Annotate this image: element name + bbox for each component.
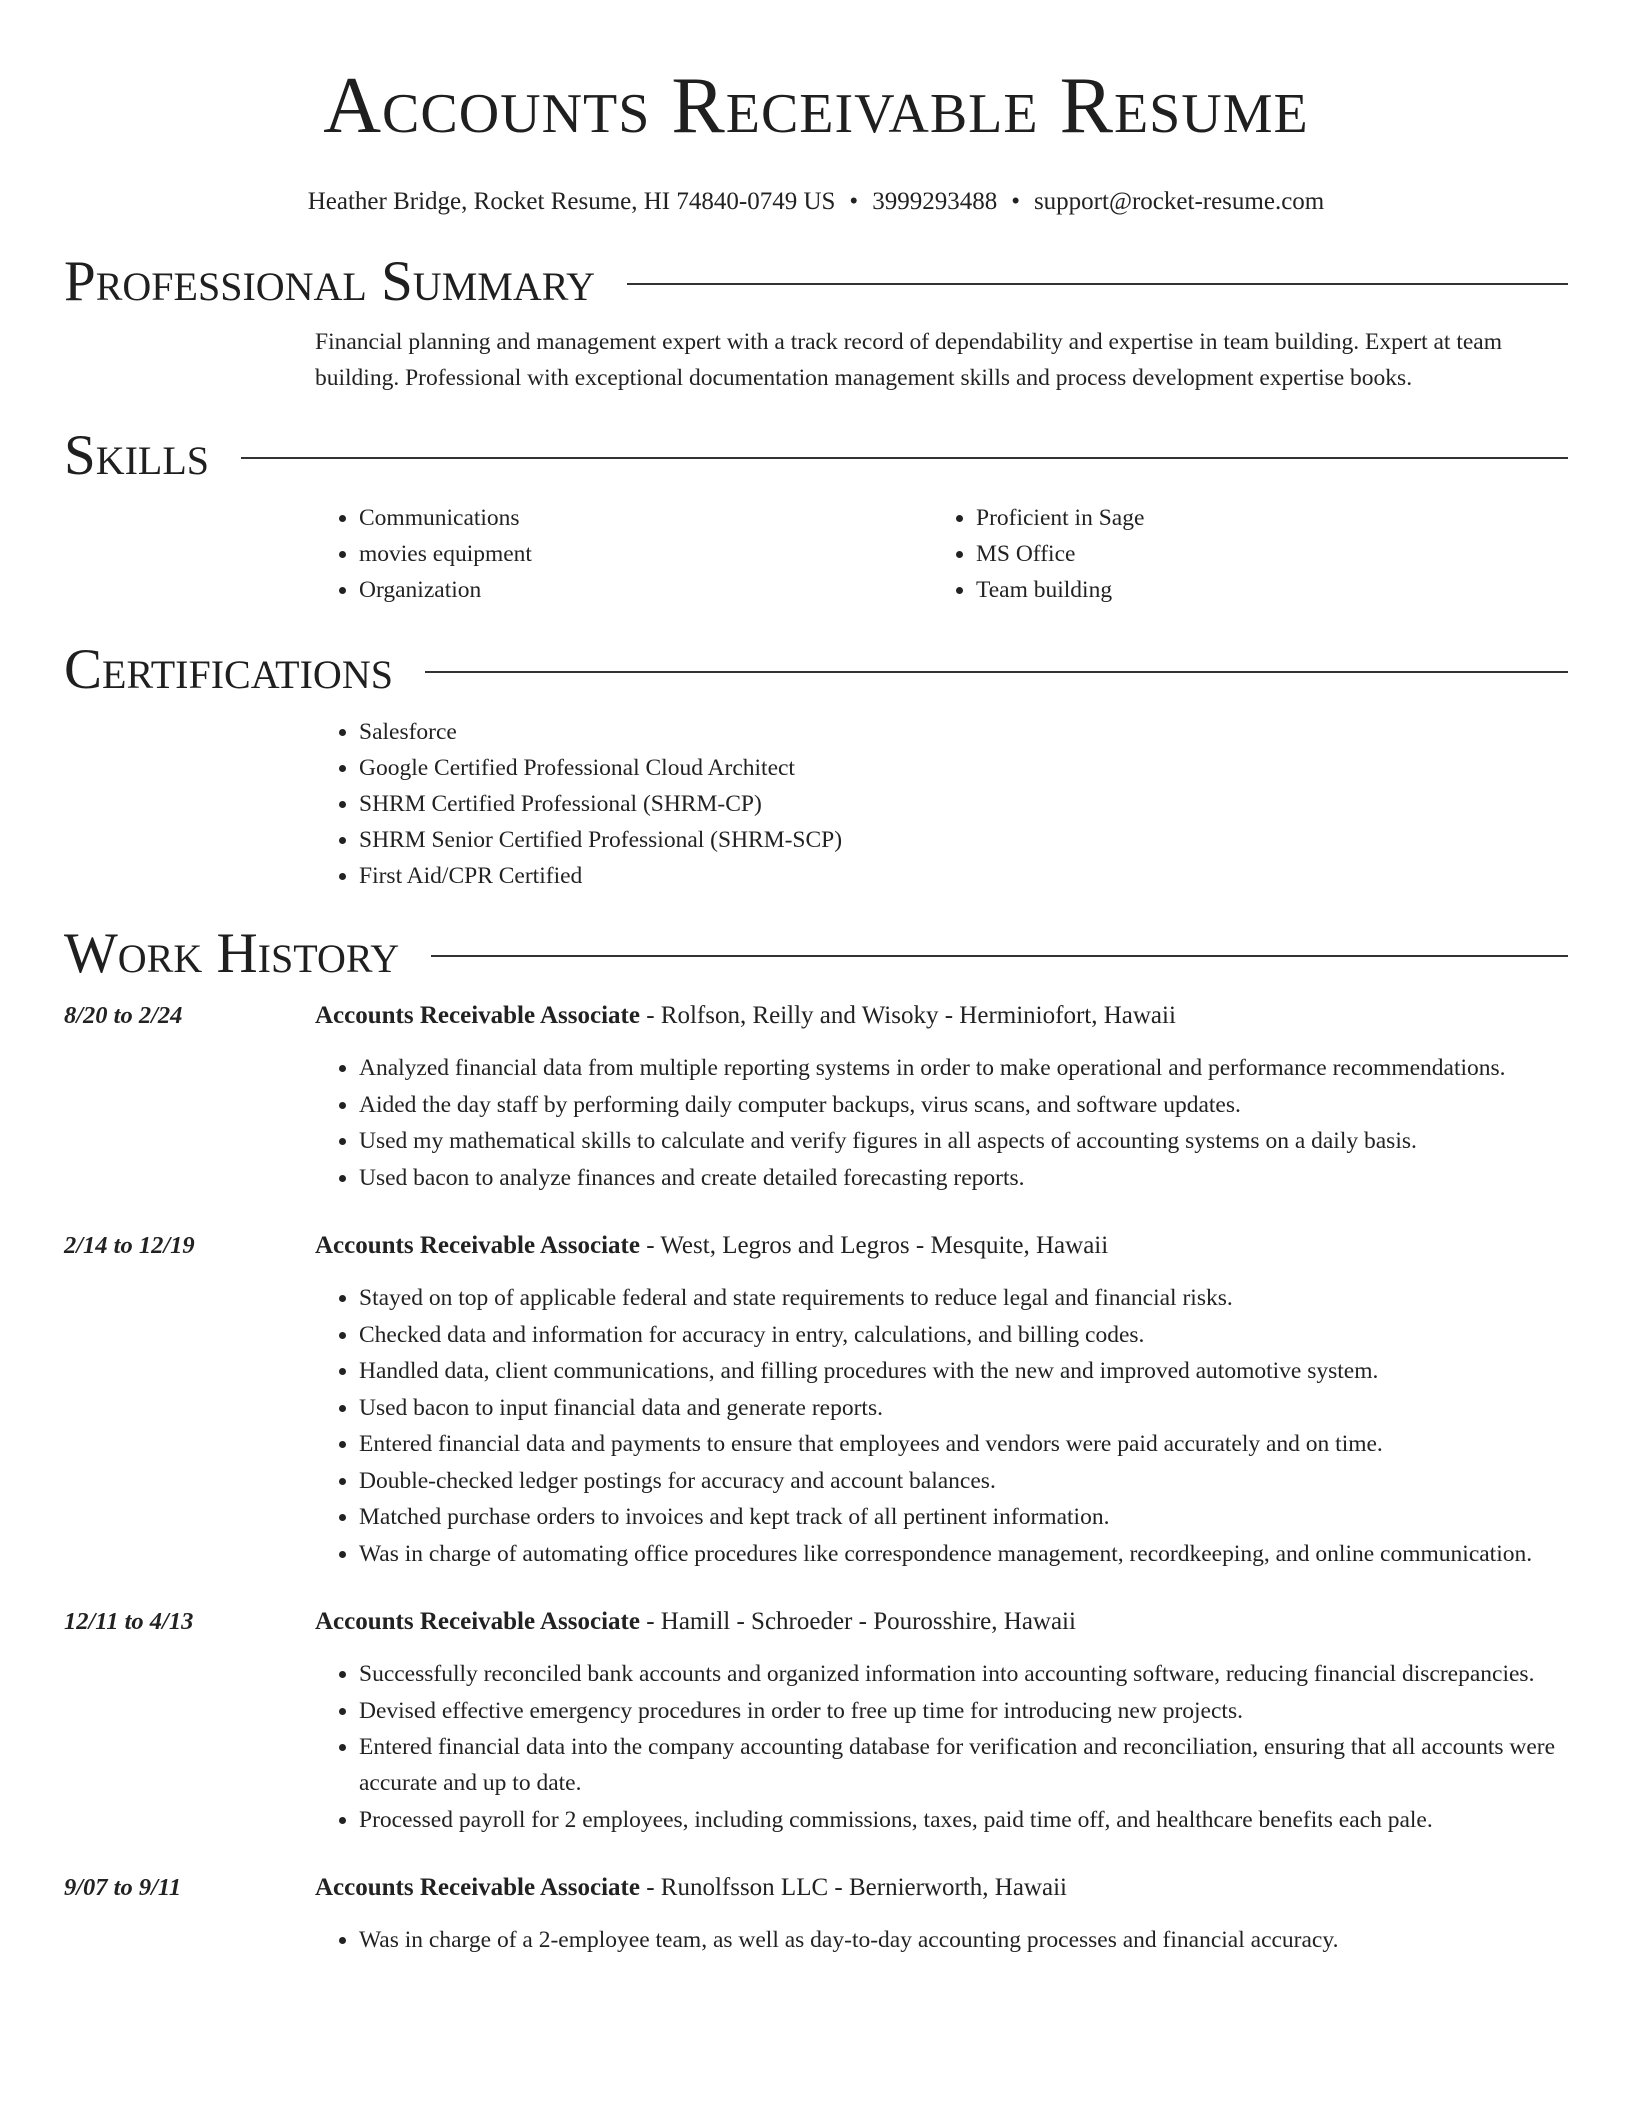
skills-column-left [315, 500, 932, 608]
skills-grid [315, 500, 1568, 608]
job-dates: 12/11 to 4/13 [64, 1608, 194, 1635]
section-divider [431, 955, 1568, 957]
job-role: Accounts Receivable Associate [315, 1232, 640, 1259]
job-headline [315, 1870, 1338, 1906]
job-bullet: • Matched purchase orders to invoices and kept track of all pertinent information. [359, 1499, 1532, 1535]
summary-heading-row [64, 250, 1568, 314]
job-role: Accounts Receivable Associate [315, 1002, 640, 1029]
certifications-heading-row [64, 638, 1568, 702]
skills-column-right [932, 500, 1549, 608]
skill-item: • Team building [976, 572, 1549, 608]
job-bullet: • Entered financial data into the company accounting database for verification and reconciliation, ensuring that all accounts were accurate and up to date. [359, 1729, 1568, 1801]
work-heading: Work History [64, 922, 400, 985]
job-dates: 9/07 to 9/11 [64, 1874, 182, 1901]
work-history-section [64, 922, 1568, 1959]
job-bullet: • Analyzed financial data from multiple reporting systems in order to make operational and performance recommendations. [359, 1050, 1506, 1086]
job-bullet: • Used bacon to analyze finances and create detailed forecasting reports. [359, 1160, 1506, 1196]
job-details: - Hamill - Schroeder - Pourosshire, Hawaii [639, 1608, 1076, 1635]
certifications-list [315, 714, 1568, 894]
job-entry [64, 998, 1568, 1196]
section-divider [627, 283, 1568, 285]
certification-item: • SHRM Certified Professional (SHRM-CP) [359, 786, 1568, 822]
job-role: Accounts Receivable Associate [315, 1608, 640, 1635]
certification-item: • First Aid/CPR Certified [359, 858, 1568, 894]
summary-heading: Professional Summary [64, 250, 596, 313]
resume-page [64, 0, 1568, 1959]
skills-section [64, 424, 1568, 608]
job-bullet: • Processed payroll for 2 employees, including commissions, taxes, paid time off, and healthcare benefits each pale. [359, 1802, 1568, 1838]
certification-item: • SHRM Senior Certified Professional (SHRM-SCP) [359, 822, 1568, 858]
contact-email: support@rocket-resume.com [1033, 188, 1325, 215]
job-bullets [315, 1280, 1532, 1572]
skill-item: • Proficient in Sage [976, 500, 1549, 536]
certifications-section [64, 638, 1568, 894]
work-heading-row [64, 922, 1568, 986]
job-headline [315, 998, 1506, 1034]
job-bullet: • Used bacon to input financial data and generate reports. [359, 1390, 1532, 1426]
skill-item: • Communications [359, 500, 932, 536]
job-bullets [315, 1050, 1506, 1196]
contact-separator: • [1011, 188, 1020, 215]
job-bullet: • Aided the day staff by performing daily computer backups, virus scans, and software updates. [359, 1087, 1506, 1123]
resume-title: Accounts Receivable Resume [323, 62, 1309, 150]
job-bullet: • Devised effective emergency procedures in order to free up time for introducing new projects. [359, 1693, 1568, 1729]
job-bullet: • Stayed on top of applicable federal and state requirements to reduce legal and financial risks. [359, 1280, 1532, 1316]
job-bullet: • Handled data, client communications, and filling procedures with the new and improved automotive system. [359, 1353, 1532, 1389]
job-dates: 2/14 to 12/19 [64, 1232, 195, 1259]
job-bullet: • Used my mathematical skills to calculate and verify figures in all aspects of accounting systems on a daily basis. [359, 1123, 1506, 1159]
job-bullet: • Was in charge of a 2-employee team, as well as day-to-day accounting processes and financial accuracy. [359, 1922, 1338, 1958]
section-divider [241, 457, 1568, 459]
job-role: Accounts Receivable Associate [315, 1874, 640, 1901]
job-bullet: • Entered financial data and payments to ensure that employees and vendors were paid accurately and on time. [359, 1426, 1532, 1462]
summary-text: Financial planning and management expert with a track record of dependability and expertise in team building. Expert at team building. Professional with exceptional documentation management skills and process development expertise books. [315, 329, 1502, 391]
job-dates: 8/20 to 2/24 [64, 1002, 183, 1029]
job-bullet: • Double-checked ledger postings for accuracy and account balances. [359, 1463, 1532, 1499]
skills-heading-row [64, 424, 1568, 488]
contact-separator: • [849, 188, 859, 215]
skills-heading: Skills [64, 424, 210, 487]
skill-item: • Organization [359, 572, 932, 608]
section-divider [425, 671, 1568, 673]
certifications-heading: Certifications [64, 638, 393, 701]
contact-line [64, 186, 1568, 218]
certification-item: • Salesforce [359, 714, 1568, 750]
summary-section [64, 250, 1568, 396]
job-bullets [315, 1656, 1568, 1838]
job-bullet: • Checked data and information for accuracy in entry, calculations, and billing codes. [359, 1317, 1532, 1353]
job-bullets [315, 1922, 1338, 1958]
job-details: - Runolfsson LLC - Bernierworth, Hawaii [639, 1874, 1067, 1901]
skill-item: • MS Office [976, 536, 1549, 572]
job-headline [315, 1228, 1532, 1264]
job-entry [64, 1604, 1568, 1838]
skill-item: • movies equipment [359, 536, 932, 572]
job-entry [64, 1870, 1568, 1959]
job-headline [315, 1604, 1568, 1640]
contact-address: Heather Bridge, Rocket Resume, HI 74840-0749 US [307, 188, 836, 215]
job-bullet: • Was in charge of automating office procedures like correspondence management, recordkeeping, and online communication. [359, 1536, 1532, 1572]
job-entry [64, 1228, 1568, 1572]
contact-phone: 3999293488 [872, 188, 998, 215]
job-bullet: • Successfully reconciled bank accounts and organized information into accounting software, reducing financial discrepancies. [359, 1656, 1568, 1692]
job-details: - West, Legros and Legros - Mesquite, Hawaii [639, 1232, 1109, 1259]
certification-item: • Google Certified Professional Cloud Architect [359, 750, 1568, 786]
job-details: - Rolfson, Reilly and Wisoky - Herminiofort, Hawaii [639, 1002, 1176, 1029]
